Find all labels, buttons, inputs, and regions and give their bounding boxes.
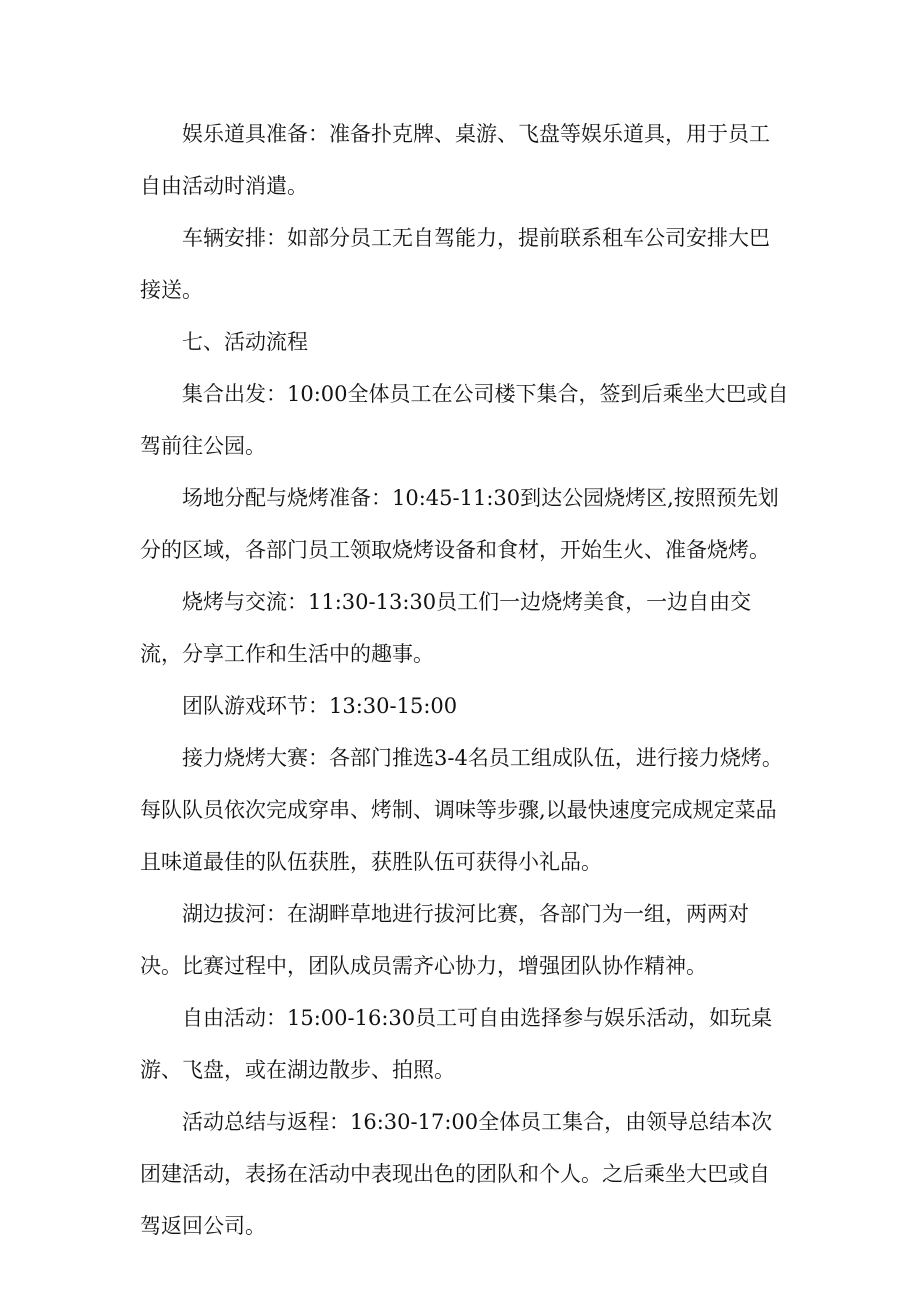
paragraph-team-games: 团队游戏环节：13:30-15:00: [182, 694, 458, 718]
paragraph-entertainment-props: 娱乐道具准备：准备扑克牌、桌游、飞盘等娱乐道具，用于员工自由活动时消遣。: [140, 122, 770, 198]
paragraph-gather-depart: 集合出发：10:00全体员工在公司楼下集合，签到后乘坐大巴或自驾前往公园。: [140, 382, 789, 458]
paragraph-relay-bbq: 接力烧烤大赛：各部门推选3-4名员工组成队伍，进行接力烧烤。每队队员依次完成穿串、烤制、调味等步骤,以最快速度完成规定菜品且味道最佳的队伍获胜，获胜队伍可获得小礼品。: [140, 746, 783, 874]
paragraph-bbq-exchange: 烧烤与交流：11:30-13:30员工们一边烧烤美食，一边自由交流，分享工作和生活中的趣事。: [140, 590, 752, 666]
paragraph-free-activity: 自由活动：15:00-16:30员工可自由选择参与娱乐活动，如玩桌游、飞盘，或在湖边散步、拍照。: [140, 1006, 773, 1082]
paragraph-vehicle-arrangement: 车辆安排：如部分员工无自驾能力，提前联系租车公司安排大巴接送。: [140, 226, 770, 302]
paragraph-summary-return: 活动总结与返程：16:30-17:00全体员工集合，由领导总结本次团建活动，表扬在活动中表现出色的团队和个人。之后乘坐大巴或自驾返回公司。: [140, 1110, 773, 1238]
section-heading-activity-process: 七、活动流程: [182, 330, 308, 354]
paragraph-venue-bbq-prep: 场地分配与烧烤准备：10:45-11:30到达公园烧烤区,按照预先划分的区域，各部门员工领取烧烤设备和食材，开始生火、准备烧烤。: [140, 486, 779, 562]
paragraph-tug-of-war: 湖边拔河：在湖畔草地进行拔河比赛，各部门为一组，两两对决。比赛过程中，团队成员需齐心协力，增强团队协作精神。: [140, 902, 749, 978]
document-body: [140, 108, 790, 1252]
